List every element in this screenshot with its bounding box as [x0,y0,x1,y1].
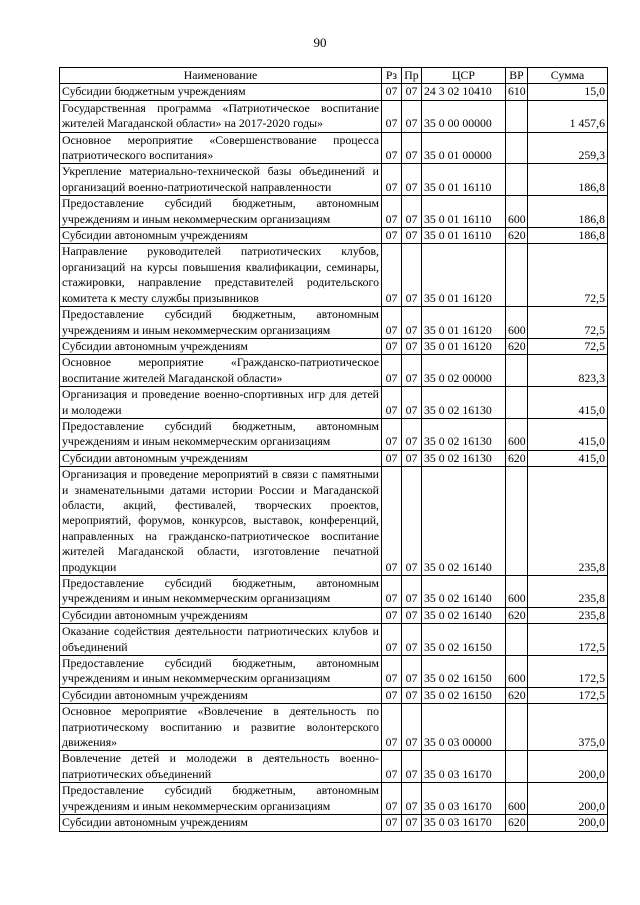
cell-rz: 07 [382,751,402,783]
cell-csr: 35 0 02 16140 [422,607,506,623]
cell-pr: 07 [402,607,422,623]
cell-name: Направление руководителей патриотических клубов, организаций на курсы повышения квалификации, семинары, стажировки, направление представителей родительского комитета к месту службы призывников [60,244,382,307]
cell-csr: 35 0 02 16150 [422,656,506,688]
header-sum: Сумма [528,68,608,84]
cell-rz: 07 [382,783,402,815]
cell-csr: 35 0 01 16120 [422,307,506,339]
cell-pr: 07 [402,228,422,244]
cell-vr: 600 [506,307,528,339]
cell-csr: 35 0 02 16140 [422,467,506,576]
cell-rz: 07 [382,387,402,419]
cell-sum: 200,0 [528,783,608,815]
cell-csr: 35 0 01 16110 [422,164,506,196]
cell-sum: 375,0 [528,704,608,751]
table-body [60,84,608,831]
cell-pr: 07 [402,467,422,576]
cell-sum: 823,3 [528,355,608,387]
cell-name: Предоставление субсидий бюджетным, автономным учреждениям и иным некоммерческим организациям [60,196,382,228]
table-row [60,687,608,703]
cell-sum: 259,3 [528,132,608,164]
cell-rz: 07 [382,100,402,132]
cell-vr [506,132,528,164]
cell-pr: 07 [402,132,422,164]
cell-vr: 600 [506,783,528,815]
table-row [60,450,608,466]
cell-pr: 07 [402,100,422,132]
cell-vr [506,244,528,307]
cell-name: Предоставление субсидий бюджетным, автономным учреждениям и иным некоммерческим организациям [60,783,382,815]
cell-pr: 07 [402,196,422,228]
cell-pr: 07 [402,244,422,307]
cell-pr: 07 [402,751,422,783]
cell-sum: 72,5 [528,338,608,354]
cell-name: Субсидии автономным учреждениям [60,607,382,623]
cell-rz: 07 [382,338,402,354]
cell-pr: 07 [402,387,422,419]
cell-vr [506,355,528,387]
cell-sum: 172,5 [528,656,608,688]
cell-sum: 186,8 [528,164,608,196]
cell-csr: 35 0 01 16110 [422,196,506,228]
cell-pr: 07 [402,656,422,688]
cell-csr: 35 0 03 16170 [422,815,506,831]
cell-rz: 07 [382,815,402,831]
cell-pr: 07 [402,338,422,354]
cell-rz: 07 [382,196,402,228]
cell-vr [506,467,528,576]
table-row [60,164,608,196]
cell-name: Организация и проведение мероприятий в связи с памятными и знаменательными датами истории России и Магаданской области, акций, фестивалей, творческих проектов, мероприятий, форумов, конкурсов, выставок, конференций, направленных на гражданско-патриотическое воспитание жителей Магаданской области, изготовление печатной продукции [60,467,382,576]
table-row [60,751,608,783]
cell-name: Субсидии автономным учреждениям [60,687,382,703]
cell-name: Укрепление материально-технической базы объединений и организаций военно-патриотической направленности [60,164,382,196]
cell-name: Субсидии автономным учреждениям [60,228,382,244]
cell-csr: 35 0 02 16130 [422,418,506,450]
cell-rz: 07 [382,467,402,576]
cell-vr: 600 [506,576,528,608]
cell-csr: 35 0 00 00000 [422,100,506,132]
cell-vr: 620 [506,607,528,623]
cell-csr: 24 3 02 10410 [422,84,506,100]
cell-csr: 35 0 02 00000 [422,355,506,387]
cell-pr: 07 [402,624,422,656]
cell-name: Основное мероприятие «Вовлечение в деятельность по патриотическому воспитанию и развитие волонтерского движения» [60,704,382,751]
cell-csr: 35 0 02 16150 [422,624,506,656]
cell-pr: 07 [402,704,422,751]
cell-csr: 35 0 02 16130 [422,387,506,419]
table-row [60,467,608,576]
cell-vr [506,624,528,656]
table-row [60,307,608,339]
cell-name: Субсидии автономным учреждениям [60,815,382,831]
cell-sum: 235,8 [528,467,608,576]
cell-sum: 415,0 [528,418,608,450]
table-row [60,100,608,132]
cell-vr [506,100,528,132]
header-pr: Пр [402,68,422,84]
cell-vr: 600 [506,656,528,688]
cell-sum: 72,5 [528,307,608,339]
table-row [60,607,608,623]
table-row [60,656,608,688]
table-row [60,338,608,354]
cell-csr: 35 0 03 16170 [422,751,506,783]
table-row [60,228,608,244]
table-row [60,783,608,815]
cell-csr: 35 0 01 16120 [422,244,506,307]
cell-csr: 35 0 02 16140 [422,576,506,608]
cell-csr: 35 0 01 16110 [422,228,506,244]
cell-rz: 07 [382,704,402,751]
cell-vr [506,704,528,751]
cell-vr: 600 [506,196,528,228]
cell-rz: 07 [382,656,402,688]
table-row [60,624,608,656]
cell-vr [506,751,528,783]
cell-name: Оказание содействия деятельности патриотических клубов и объединений [60,624,382,656]
cell-sum: 415,0 [528,387,608,419]
cell-name: Субсидии бюджетным учреждениям [60,84,382,100]
cell-vr: 620 [506,687,528,703]
cell-rz: 07 [382,228,402,244]
cell-vr: 600 [506,418,528,450]
cell-name: Организация и проведение военно-спортивных игр для детей и молодежи [60,387,382,419]
cell-name: Государственная программа «Патриотическое воспитание жителей Магаданской области» на 2017-2020 годы» [60,100,382,132]
header-rz: Рз [382,68,402,84]
header-name: Наименование [60,68,382,84]
table-row [60,355,608,387]
cell-sum: 415,0 [528,450,608,466]
cell-sum: 15,0 [528,84,608,100]
header-csr: ЦСР [422,68,506,84]
table-header-row [60,68,608,84]
cell-rz: 07 [382,624,402,656]
table-row [60,84,608,100]
cell-rz: 07 [382,164,402,196]
header-vr: ВР [506,68,528,84]
cell-pr: 07 [402,783,422,815]
table-row [60,196,608,228]
table-row [60,576,608,608]
table-row [60,418,608,450]
cell-sum: 186,8 [528,228,608,244]
cell-csr: 35 0 02 16130 [422,450,506,466]
cell-pr: 07 [402,576,422,608]
cell-sum: 200,0 [528,815,608,831]
cell-name: Субсидии автономным учреждениям [60,450,382,466]
cell-vr [506,164,528,196]
cell-sum: 186,8 [528,196,608,228]
table-row [60,387,608,419]
cell-name: Субсидии автономным учреждениям [60,338,382,354]
cell-name: Предоставление субсидий бюджетным, автономным учреждениям и иным некоммерческим организациям [60,656,382,688]
cell-csr: 35 0 03 16170 [422,783,506,815]
cell-sum: 72,5 [528,244,608,307]
cell-name: Предоставление субсидий бюджетным, автономным учреждениям и иным некоммерческим организациям [60,576,382,608]
cell-pr: 07 [402,418,422,450]
cell-sum: 172,5 [528,687,608,703]
cell-sum: 1 457,6 [528,100,608,132]
cell-csr: 35 0 02 16150 [422,687,506,703]
cell-rz: 07 [382,307,402,339]
table-row [60,815,608,831]
cell-pr: 07 [402,450,422,466]
cell-vr: 610 [506,84,528,100]
table-row [60,704,608,751]
page-number: 90 [313,35,327,50]
table-row [60,244,608,307]
cell-name: Основное мероприятие «Совершенствование процесса патриотического воспитания» [60,132,382,164]
cell-sum: 200,0 [528,751,608,783]
cell-name: Основное мероприятие «Гражданско-патриотическое воспитание жителей Магаданской области» [60,355,382,387]
cell-name: Вовлечение детей и молодежи в деятельность военно-патриотических объединений [60,751,382,783]
cell-sum: 235,8 [528,607,608,623]
cell-vr: 620 [506,228,528,244]
cell-rz: 07 [382,607,402,623]
cell-vr: 620 [506,338,528,354]
cell-name: Предоставление субсидий бюджетным, автономным учреждениям и иным некоммерческим организациям [60,307,382,339]
cell-rz: 07 [382,355,402,387]
cell-rz: 07 [382,450,402,466]
cell-rz: 07 [382,244,402,307]
cell-csr: 35 0 01 16120 [422,338,506,354]
cell-pr: 07 [402,164,422,196]
cell-vr [506,387,528,419]
cell-rz: 07 [382,132,402,164]
cell-vr: 620 [506,450,528,466]
cell-vr: 620 [506,815,528,831]
cell-csr: 35 0 03 00000 [422,704,506,751]
cell-pr: 07 [402,355,422,387]
cell-rz: 07 [382,418,402,450]
cell-sum: 235,8 [528,576,608,608]
cell-sum: 172,5 [528,624,608,656]
cell-pr: 07 [402,84,422,100]
cell-csr: 35 0 01 00000 [422,132,506,164]
cell-rz: 07 [382,84,402,100]
cell-name: Предоставление субсидий бюджетным, автономным учреждениям и иным некоммерческим организациям [60,418,382,450]
table-row [60,132,608,164]
cell-rz: 07 [382,576,402,608]
cell-pr: 07 [402,815,422,831]
cell-rz: 07 [382,687,402,703]
cell-pr: 07 [402,307,422,339]
cell-pr: 07 [402,687,422,703]
budget-table [59,67,608,832]
